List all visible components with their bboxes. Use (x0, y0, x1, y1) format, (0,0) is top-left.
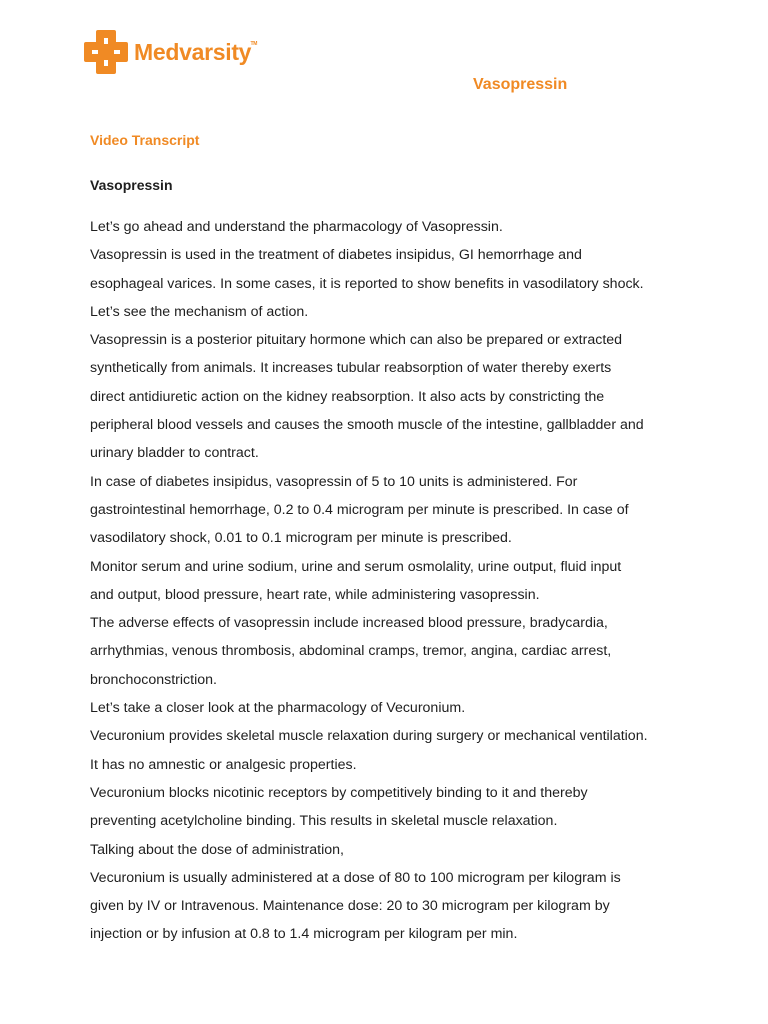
transcript-line: Vasopressin is a posterior pituitary hormone which can also be prepared or extracted (90, 332, 623, 349)
brand-logo (84, 28, 258, 76)
transcript-line: peripheral blood vessels and causes the smooth muscle of the intestine, gallbladder and (90, 417, 644, 434)
transcript-line: gastrointestinal hemorrhage, 0.2 to 0.4 microgram per minute is prescribed. In case of (90, 501, 629, 518)
transcript-line: and output, blood pressure, heart rate, while administering vasopressin. (90, 586, 540, 603)
document-title: Vasopressin (473, 76, 568, 93)
transcript-line: Vasopressin is used in the treatment of diabetes insipidus, GI hemorrhage and (90, 247, 582, 264)
medvarsity-cross-icon (84, 28, 128, 76)
transcript-line: In case of diabetes insipidus, vasopressin of 5 to 10 units is administered. For (90, 473, 578, 490)
brand-name: Medvarsity (134, 38, 252, 65)
transcript-line: preventing acetylcholine binding. This results in skeletal muscle relaxation. (90, 813, 558, 830)
transcript-line: arrhythmias, venous thrombosis, abdominal cramps, tremor, angina, cardiac arrest, (90, 643, 612, 660)
transcript-line: The adverse effects of vasopressin include increased blood pressure, bradycardia, (90, 615, 608, 632)
transcript-line: It has no amnestic or analgesic properties. (90, 756, 357, 773)
brand-wordmark (134, 38, 258, 66)
transcript-line: Let’s see the mechanism of action. (90, 303, 309, 320)
transcript-subheading: Vasopressin (90, 177, 173, 193)
transcript-line: Talking about the dose of administration, (90, 841, 344, 858)
transcript-line: Vecuronium provides skeletal muscle relaxation during surgery or mechanical ventilation. (90, 728, 648, 745)
transcript-line: Vecuronium blocks nicotinic receptors by competitively binding to it and thereby (90, 784, 588, 801)
transcript-line: vasodilatory shock, 0.01 to 0.1 microgram per minute is prescribed. (90, 530, 512, 547)
transcript-line: bronchoconstriction. (90, 671, 217, 688)
transcript-body (90, 213, 710, 949)
section-label: Video Transcript (90, 132, 200, 148)
transcript-line: urinary bladder to contract. (90, 445, 259, 462)
transcript-line: Monitor serum and urine sodium, urine and serum osmolality, urine output, fluid input (90, 558, 622, 575)
brand-tm: TM (250, 40, 258, 47)
transcript-line: injection or by infusion at 0.8 to 1.4 microgram per kilogram per min. (90, 926, 518, 943)
transcript-line: Let’s go ahead and understand the pharmacology of Vasopressin. (90, 219, 503, 235)
transcript-line: Vecuronium is usually administered at a dose of 80 to 100 microgram per kilogram is (90, 869, 621, 886)
transcript-line: given by IV or Intravenous. Maintenance dose: 20 to 30 microgram per kilogram by (90, 898, 610, 915)
transcript-line: Let’s take a closer look at the pharmacology of Vecuronium. (90, 700, 466, 717)
transcript-line: esophageal varices. In some cases, it is reported to show benefits in vasodilatory shock. (90, 275, 644, 292)
transcript-line: synthetically from animals. It increases tubular reabsorption of water thereby exerts (90, 360, 612, 377)
transcript-line: direct antidiuretic action on the kidney reabsorption. It also acts by constricting the (90, 388, 605, 405)
